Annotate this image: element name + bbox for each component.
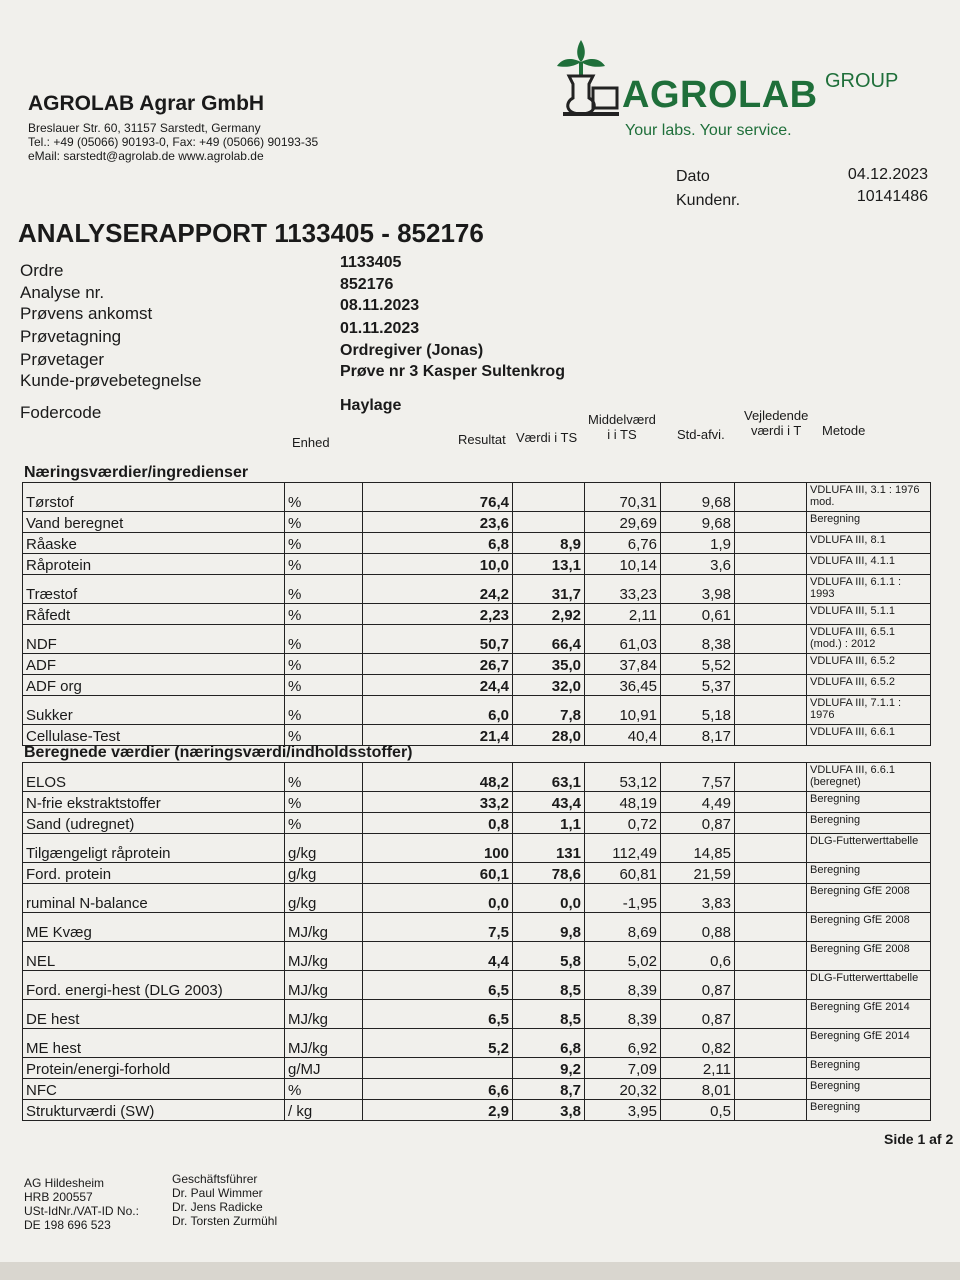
logo-tagline: Your labs. Your service. (625, 122, 792, 139)
row-unit: % (285, 533, 363, 554)
row-guide (735, 725, 807, 746)
row-value-ts: 28,0 (513, 725, 585, 746)
footer-hrb: HRB 200557 (24, 1190, 93, 1204)
row-std: 14,85 (661, 834, 735, 863)
row-mean: 37,84 (585, 654, 661, 675)
row-value-ts (513, 483, 585, 512)
row-value-ts: 8,5 (513, 971, 585, 1000)
row-result: 6,5 (363, 971, 513, 1000)
row-mean: 2,11 (585, 604, 661, 625)
table-row (23, 625, 931, 654)
col-unit: Enhed (292, 435, 330, 450)
row-mean: 8,39 (585, 1000, 661, 1029)
row-parameter: ruminal N-balance (23, 884, 285, 913)
col-method: Metode (822, 423, 866, 438)
row-parameter: Strukturværdi (SW) (23, 1100, 285, 1121)
row-guide (735, 834, 807, 863)
row-unit: MJ/kg (285, 942, 363, 971)
row-unit: % (285, 763, 363, 792)
row-result: 50,7 (363, 625, 513, 654)
row-std: 0,82 (661, 1029, 735, 1058)
row-mean: 40,4 (585, 725, 661, 746)
sampler-value: Ordregiver (Jonas) (340, 342, 484, 359)
row-method: Beregning GfE 2014 (807, 1029, 931, 1058)
row-method: Beregning (807, 1079, 931, 1100)
row-std: 8,01 (661, 1079, 735, 1100)
phone-line: Tel.: +49 (05066) 90193-0, Fax: +49 (05066) 90193-35 (28, 135, 319, 149)
row-method: VDLUFA III, 7.1.1 : 1976 (807, 696, 931, 725)
col-guide-line2: værdi i T (751, 423, 802, 438)
row-mean: 112,49 (585, 834, 661, 863)
row-parameter: Ford. energi-hest (DLG 2003) (23, 971, 285, 1000)
row-unit: % (285, 575, 363, 604)
row-std: 0,88 (661, 913, 735, 942)
row-unit: % (285, 696, 363, 725)
row-guide (735, 763, 807, 792)
row-value-ts: 1,1 (513, 813, 585, 834)
row-result: 2,23 (363, 604, 513, 625)
row-value-ts: 9,8 (513, 913, 585, 942)
row-result: 6,5 (363, 1000, 513, 1029)
row-method: Beregning GfE 2008 (807, 884, 931, 913)
table-row (23, 1029, 931, 1058)
footer-court: AG Hildesheim (24, 1176, 105, 1190)
section-title-nutrients: Næringsværdier/ingredienser (24, 464, 249, 481)
row-parameter: Cellulase-Test (23, 725, 285, 746)
order-label: Ordre (20, 261, 64, 280)
col-mean-line2: i i TS (607, 427, 637, 442)
row-mean: 20,32 (585, 1079, 661, 1100)
row-value-ts: 7,8 (513, 696, 585, 725)
table-row (23, 604, 931, 625)
row-std: 7,57 (661, 763, 735, 792)
row-value-ts: 6,8 (513, 1029, 585, 1058)
row-mean: 61,03 (585, 625, 661, 654)
row-std: 4,49 (661, 792, 735, 813)
row-mean: 8,69 (585, 913, 661, 942)
row-guide (735, 792, 807, 813)
row-unit: g/kg (285, 834, 363, 863)
row-mean: 53,12 (585, 763, 661, 792)
row-std: 3,83 (661, 884, 735, 913)
row-guide (735, 625, 807, 654)
row-method: Beregning (807, 1100, 931, 1121)
row-method: Beregning (807, 512, 931, 533)
row-mean: 70,31 (585, 483, 661, 512)
table-row (23, 1000, 931, 1029)
row-parameter: Ford. protein (23, 863, 285, 884)
row-method: VDLUFA III, 6.6.1 (beregnet) (807, 763, 931, 792)
row-value-ts: 0,0 (513, 884, 585, 913)
row-parameter: NFC (23, 1079, 285, 1100)
col-mean (588, 412, 656, 442)
row-method: VDLUFA III, 8.1 (807, 533, 931, 554)
row-unit: % (285, 725, 363, 746)
row-parameter: ADF (23, 654, 285, 675)
row-result: 26,7 (363, 654, 513, 675)
row-guide (735, 512, 807, 533)
row-result: 6,0 (363, 696, 513, 725)
table-row (23, 1058, 931, 1079)
row-std: 0,87 (661, 1000, 735, 1029)
row-value-ts: 32,0 (513, 675, 585, 696)
col-std: Std-afvi. (677, 427, 725, 442)
row-parameter: Vand beregnet (23, 512, 285, 533)
row-parameter: ME Kvæg (23, 913, 285, 942)
col-value-ts: Værdi i TS (516, 430, 578, 445)
row-unit: % (285, 604, 363, 625)
row-result (363, 1058, 513, 1079)
row-mean: 5,02 (585, 942, 661, 971)
row-mean: 0,72 (585, 813, 661, 834)
row-value-ts: 3,8 (513, 1100, 585, 1121)
row-result: 100 (363, 834, 513, 863)
footer-vat-number: DE 198 696 523 (24, 1218, 111, 1232)
row-method: VDLUFA III, 6.1.1 : 1993 (807, 575, 931, 604)
row-value-ts: 8,7 (513, 1079, 585, 1100)
row-result: 0,8 (363, 813, 513, 834)
row-guide (735, 971, 807, 1000)
table-row (23, 725, 931, 746)
report-title: ANALYSERAPPORT 1133405 - 852176 (18, 218, 484, 248)
row-parameter: Råaske (23, 533, 285, 554)
arrival-label: Prøvens ankomst (20, 304, 153, 323)
row-unit: % (285, 554, 363, 575)
row-result: 7,5 (363, 913, 513, 942)
row-std: 0,5 (661, 1100, 735, 1121)
row-std: 5,37 (661, 675, 735, 696)
row-value-ts: 31,7 (513, 575, 585, 604)
sampling-date-label: Prøvetagning (20, 327, 122, 346)
row-result: 6,6 (363, 1079, 513, 1100)
row-unit: % (285, 483, 363, 512)
table-row (23, 763, 931, 792)
row-parameter: Råfedt (23, 604, 285, 625)
footer-management-title: Geschäftsführer (172, 1172, 258, 1186)
row-mean: 10,91 (585, 696, 661, 725)
table-row (23, 792, 931, 813)
row-unit: g/kg (285, 863, 363, 884)
table-row (23, 884, 931, 913)
row-result: 6,8 (363, 533, 513, 554)
row-mean: 33,23 (585, 575, 661, 604)
table-row (23, 533, 931, 554)
row-mean: 8,39 (585, 971, 661, 1000)
address-line: Breslauer Str. 60, 31157 Sarstedt, Germany (28, 121, 261, 135)
row-result: 4,4 (363, 942, 513, 971)
customer-value: 10141486 (856, 188, 928, 205)
row-guide (735, 1058, 807, 1079)
sample-designation-value: Prøve nr 3 Kasper Sultenkrog (340, 363, 565, 380)
table-row (23, 971, 931, 1000)
table-row (23, 675, 931, 696)
row-unit: MJ/kg (285, 1000, 363, 1029)
row-unit: g/kg (285, 884, 363, 913)
row-method: VDLUFA III, 6.5.2 (807, 654, 931, 675)
footer-manager-3: Dr. Torsten Zurmühl (172, 1214, 278, 1228)
col-result: Resultat (458, 432, 506, 447)
row-guide (735, 1079, 807, 1100)
row-mean: 60,81 (585, 863, 661, 884)
row-parameter: DE hest (23, 1000, 285, 1029)
row-guide (735, 913, 807, 942)
row-method: Beregning (807, 1058, 931, 1079)
col-guide-line1: Vejledende (744, 408, 809, 423)
logo-group-text: GROUP (825, 70, 899, 92)
row-guide (735, 1000, 807, 1029)
row-mean: -1,95 (585, 884, 661, 913)
row-method: Beregning GfE 2008 (807, 942, 931, 971)
row-method: DLG-Futterwerttabelle (807, 971, 931, 1000)
row-unit: / kg (285, 1100, 363, 1121)
row-result: 21,4 (363, 725, 513, 746)
row-result: 60,1 (363, 863, 513, 884)
row-value-ts: 5,8 (513, 942, 585, 971)
row-result: 2,9 (363, 1100, 513, 1121)
row-mean: 10,14 (585, 554, 661, 575)
table-row (23, 863, 931, 884)
logo-wordmark: AGROLAB (622, 74, 818, 116)
table-row (23, 813, 931, 834)
row-method: Beregning (807, 813, 931, 834)
row-guide (735, 1100, 807, 1121)
row-value-ts: 78,6 (513, 863, 585, 884)
row-value-ts: 131 (513, 834, 585, 863)
feed-code-value: Haylage (340, 397, 402, 414)
row-parameter: Sukker (23, 696, 285, 725)
date-value: 04.12.2023 (847, 166, 928, 183)
row-unit: % (285, 792, 363, 813)
row-result: 33,2 (363, 792, 513, 813)
table-row (23, 1100, 931, 1121)
sampling-date-value: 01.11.2023 (340, 320, 420, 337)
row-unit: MJ/kg (285, 971, 363, 1000)
row-parameter: Træstof (23, 575, 285, 604)
row-value-ts (513, 512, 585, 533)
row-std: 0,6 (661, 942, 735, 971)
customer-label: Kundenr. (676, 192, 741, 209)
row-mean: 6,92 (585, 1029, 661, 1058)
table-row (23, 512, 931, 533)
row-unit: % (285, 654, 363, 675)
row-unit: % (285, 512, 363, 533)
table-row (23, 1079, 931, 1100)
row-method: Beregning (807, 792, 931, 813)
row-std: 8,17 (661, 725, 735, 746)
row-value-ts: 8,9 (513, 533, 585, 554)
row-value-ts: 35,0 (513, 654, 585, 675)
row-result: 10,0 (363, 554, 513, 575)
order-value: 1133405 (340, 254, 402, 271)
row-unit: MJ/kg (285, 913, 363, 942)
sample-designation-label: Kunde-prøvebetegnelse (20, 371, 202, 390)
row-parameter: Råprotein (23, 554, 285, 575)
analysis-no-label: Analyse nr. (20, 283, 105, 302)
sampler-label: Prøvetager (20, 350, 105, 369)
row-std: 9,68 (661, 512, 735, 533)
row-unit: g/MJ (285, 1058, 363, 1079)
section-title-calculated: Beregnede værdier (næringsværdi/indholdsstoffer) (24, 744, 413, 761)
date-label: Dato (676, 168, 710, 185)
table-row (23, 913, 931, 942)
row-std: 9,68 (661, 483, 735, 512)
row-parameter: ADF org (23, 675, 285, 696)
table-row (23, 575, 931, 604)
row-method: VDLUFA III, 6.5.2 (807, 675, 931, 696)
row-method: Beregning GfE 2008 (807, 913, 931, 942)
row-parameter: Protein/energi-forhold (23, 1058, 285, 1079)
row-std: 8,38 (661, 625, 735, 654)
company-address (28, 121, 318, 163)
row-result: 24,2 (363, 575, 513, 604)
email-line: eMail: sarstedt@agrolab.de www.agrolab.de (28, 149, 264, 163)
row-method: VDLUFA III, 6.6.1 (807, 725, 931, 746)
row-std: 0,87 (661, 813, 735, 834)
row-guide (735, 554, 807, 575)
row-result: 76,4 (363, 483, 513, 512)
row-std: 2,11 (661, 1058, 735, 1079)
row-guide (735, 675, 807, 696)
footer-manager-2: Dr. Jens Radicke (172, 1200, 263, 1214)
row-result: 23,6 (363, 512, 513, 533)
row-std: 0,61 (661, 604, 735, 625)
row-mean: 6,76 (585, 533, 661, 554)
row-mean: 7,09 (585, 1058, 661, 1079)
row-parameter: N-frie ekstraktstoffer (23, 792, 285, 813)
row-mean: 36,45 (585, 675, 661, 696)
row-std: 0,87 (661, 971, 735, 1000)
row-unit: % (285, 813, 363, 834)
row-std: 3,6 (661, 554, 735, 575)
row-method: DLG-Futterwerttabelle (807, 834, 931, 863)
row-unit: MJ/kg (285, 1029, 363, 1058)
row-method: Beregning (807, 863, 931, 884)
row-guide (735, 942, 807, 971)
col-mean-line1: Middelværd (588, 412, 656, 427)
row-method: VDLUFA III, 6.5.1 (mod.) : 2012 (807, 625, 931, 654)
row-guide (735, 863, 807, 884)
row-mean: 48,19 (585, 792, 661, 813)
table-row (23, 834, 931, 863)
feed-code-label: Fodercode (20, 403, 102, 422)
row-parameter: ME hest (23, 1029, 285, 1058)
row-std: 21,59 (661, 863, 735, 884)
row-value-ts: 43,4 (513, 792, 585, 813)
row-guide (735, 483, 807, 512)
calculated-values-table (22, 762, 931, 1121)
row-unit: % (285, 625, 363, 654)
row-result: 48,2 (363, 763, 513, 792)
nutrients-table (22, 482, 931, 746)
row-parameter: Tilgængeligt råprotein (23, 834, 285, 863)
row-value-ts: 63,1 (513, 763, 585, 792)
row-std: 1,9 (661, 533, 735, 554)
row-mean: 29,69 (585, 512, 661, 533)
footer-manager-1: Dr. Paul Wimmer (172, 1186, 263, 1200)
row-guide (735, 654, 807, 675)
row-guide (735, 604, 807, 625)
row-method: VDLUFA III, 5.1.1 (807, 604, 931, 625)
row-result: 5,2 (363, 1029, 513, 1058)
row-parameter: Tørstof (23, 483, 285, 512)
table-row (23, 942, 931, 971)
row-value-ts: 2,92 (513, 604, 585, 625)
page-indicator: Side 1 af 2 (884, 1131, 954, 1147)
table-row (23, 654, 931, 675)
footer-registration (24, 1176, 139, 1232)
row-value-ts: 9,2 (513, 1058, 585, 1079)
row-unit: % (285, 675, 363, 696)
row-value-ts: 8,5 (513, 1000, 585, 1029)
col-guide (744, 408, 808, 438)
company-name: AGROLAB Agrar GmbH (28, 92, 265, 115)
row-parameter: NDF (23, 625, 285, 654)
table-row (23, 483, 931, 512)
footer-vat-label: USt-IdNr./VAT-ID No.: (24, 1204, 139, 1218)
row-guide (735, 533, 807, 554)
row-method: VDLUFA III, 4.1.1 (807, 554, 931, 575)
row-guide (735, 813, 807, 834)
arrival-value: 08.11.2023 (340, 297, 420, 314)
row-guide (735, 575, 807, 604)
row-parameter: NEL (23, 942, 285, 971)
row-std: 5,18 (661, 696, 735, 725)
row-guide (735, 884, 807, 913)
table-row (23, 696, 931, 725)
row-result: 24,4 (363, 675, 513, 696)
row-value-ts: 66,4 (513, 625, 585, 654)
table-row (23, 554, 931, 575)
row-guide (735, 696, 807, 725)
row-std: 3,98 (661, 575, 735, 604)
row-guide (735, 1029, 807, 1058)
analysis-no-value: 852176 (340, 276, 394, 293)
row-method: VDLUFA III, 3.1 : 1976 mod. (807, 483, 931, 512)
row-mean: 3,95 (585, 1100, 661, 1121)
row-parameter: Sand (udregnet) (23, 813, 285, 834)
row-std: 5,52 (661, 654, 735, 675)
row-parameter: ELOS (23, 763, 285, 792)
row-unit: % (285, 1079, 363, 1100)
row-result: 0,0 (363, 884, 513, 913)
row-method: Beregning GfE 2014 (807, 1000, 931, 1029)
row-value-ts: 13,1 (513, 554, 585, 575)
footer-management (172, 1172, 277, 1228)
